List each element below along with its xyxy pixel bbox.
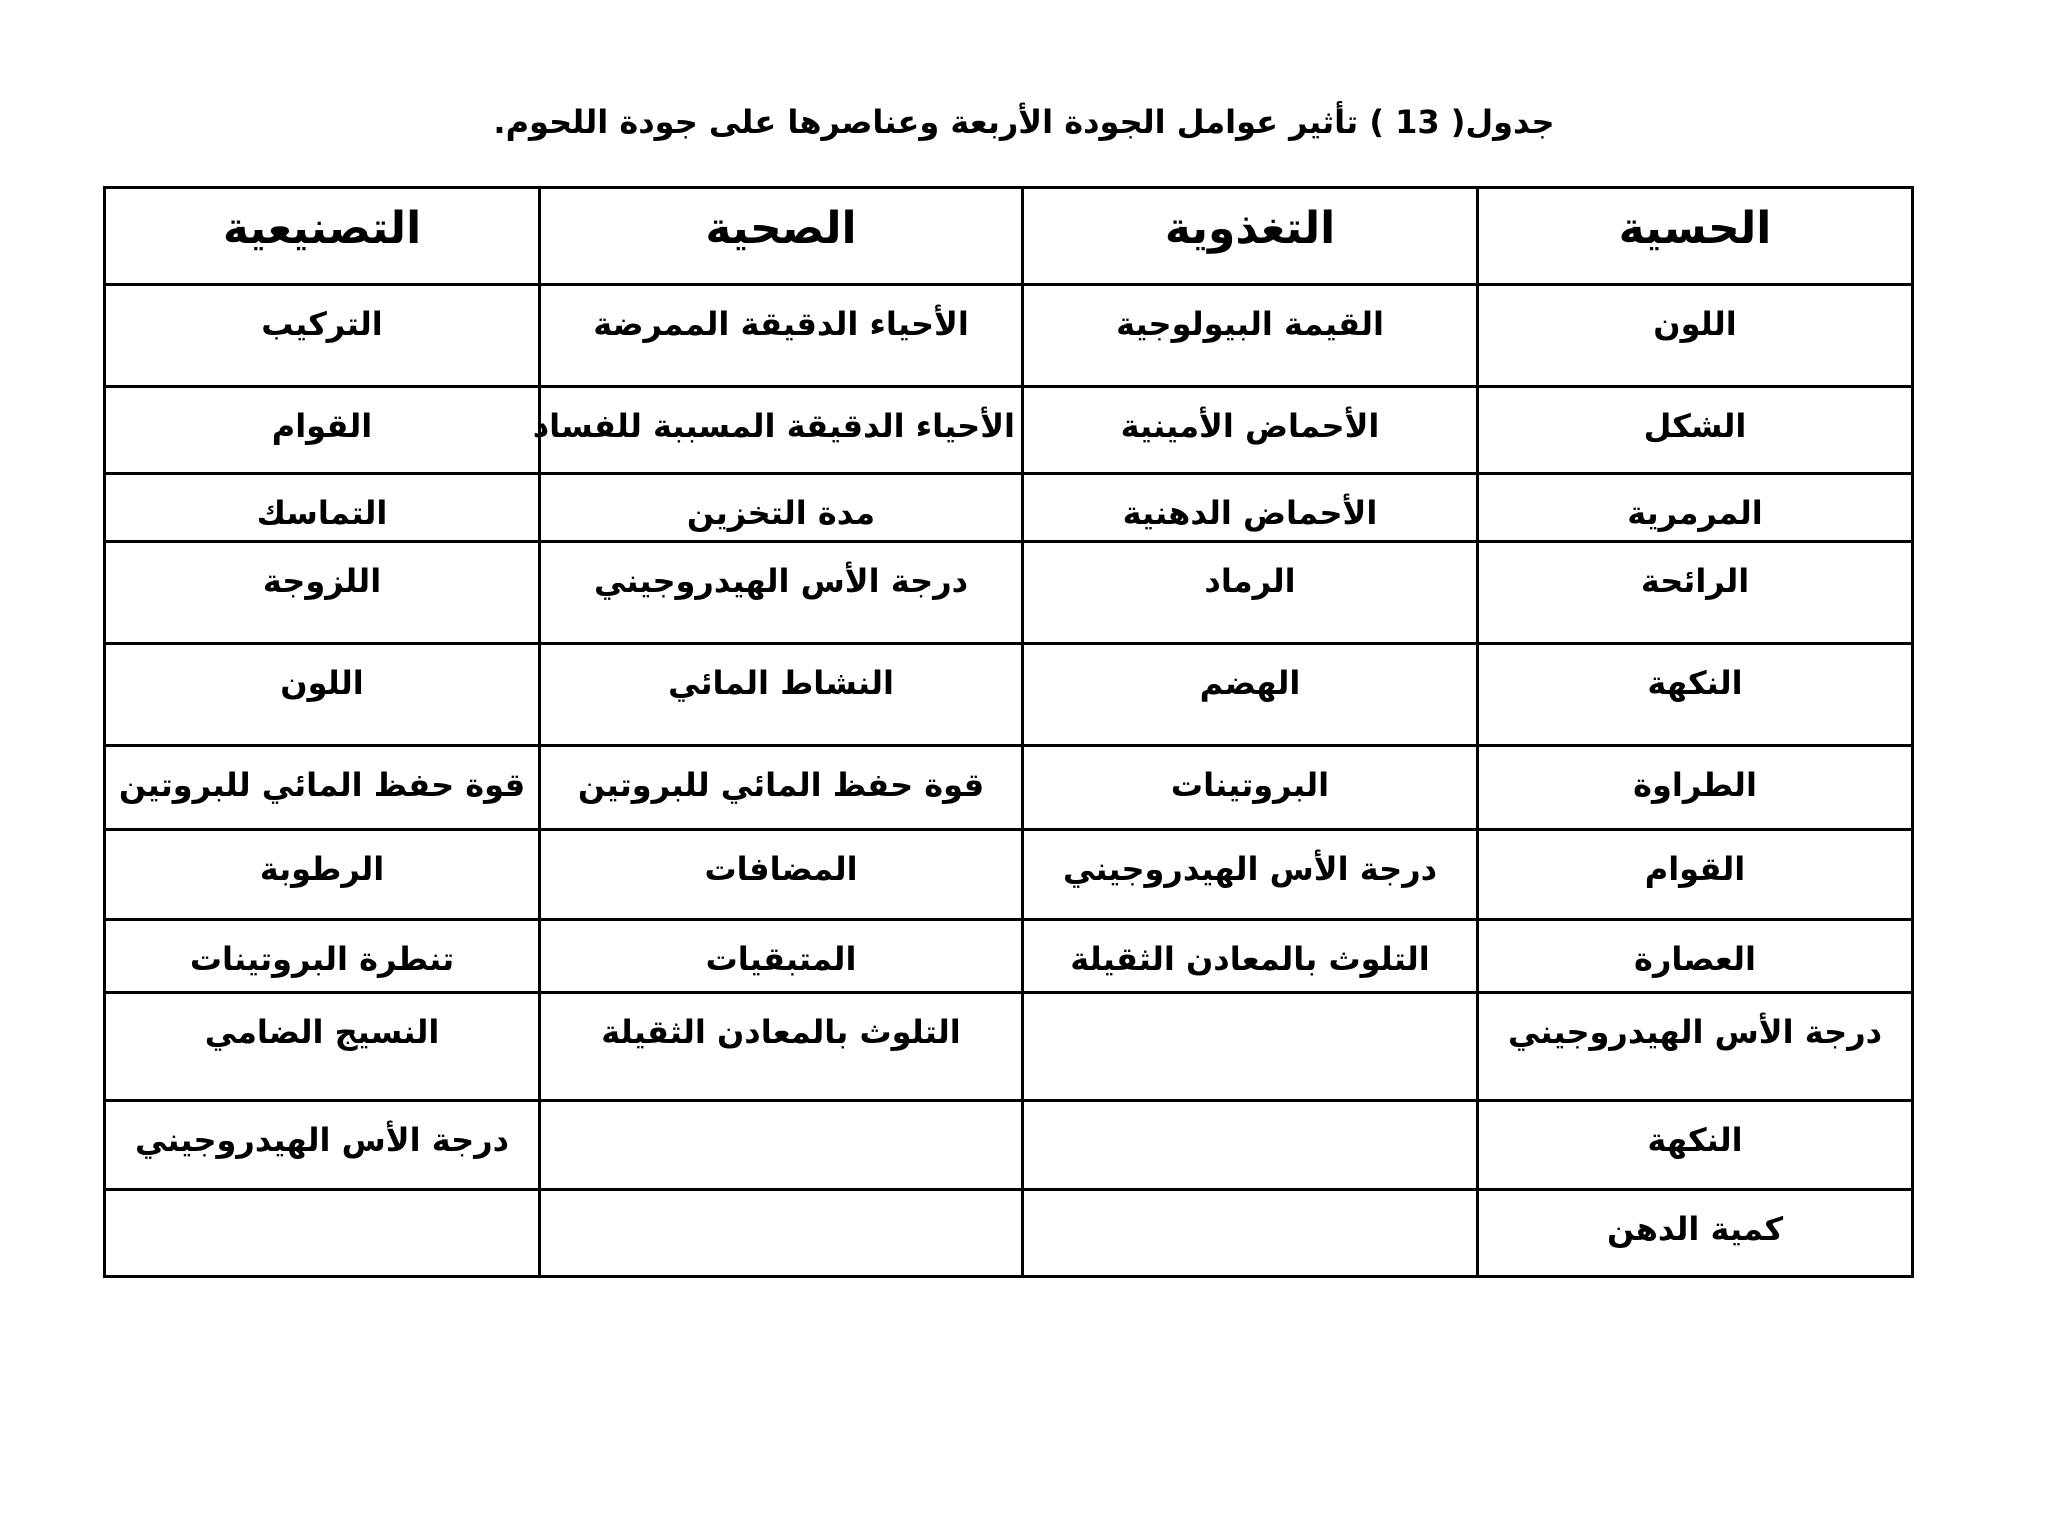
table-cell: القوام bbox=[1478, 830, 1913, 920]
header-manufacturing: التصنيعية bbox=[105, 188, 540, 285]
table-cell: الأحياء الدقيقة المسببة للفساد bbox=[540, 387, 1023, 474]
table-cell: النسيج الضامي bbox=[105, 993, 540, 1101]
table-cell: الرماد bbox=[1023, 542, 1478, 644]
table-cell: قوة حفظ المائي للبروتين bbox=[105, 746, 540, 830]
table-cell: العصارة bbox=[1478, 920, 1913, 993]
table-cell bbox=[1023, 993, 1478, 1101]
table-cell: درجة الأس الهيدروجيني bbox=[1023, 830, 1478, 920]
table-row bbox=[105, 474, 1913, 542]
table-row bbox=[105, 542, 1913, 644]
table-cell: القيمة البيولوجية bbox=[1023, 285, 1478, 387]
table-cell: القوام bbox=[105, 387, 540, 474]
table-cell: درجة الأس الهيدروجيني bbox=[105, 1101, 540, 1190]
table-cell: الرائحة bbox=[1478, 542, 1913, 644]
table-cell: الطراوة bbox=[1478, 746, 1913, 830]
table-row bbox=[105, 920, 1913, 993]
table-cell: الهضم bbox=[1023, 644, 1478, 746]
table-cell: درجة الأس الهيدروجيني bbox=[1478, 993, 1913, 1101]
table-row bbox=[105, 746, 1913, 830]
table-cell: تنطرة البروتينات bbox=[105, 920, 540, 993]
table-cell: البروتينات bbox=[1023, 746, 1478, 830]
table-cell: كمية الدهن bbox=[1478, 1190, 1913, 1277]
header-row bbox=[105, 188, 1913, 285]
table-row bbox=[105, 285, 1913, 387]
table-row bbox=[105, 830, 1913, 920]
table-cell: الرطوبة bbox=[105, 830, 540, 920]
table-row bbox=[105, 993, 1913, 1101]
table-cell: درجة الأس الهيدروجيني bbox=[540, 542, 1023, 644]
table-cell: التركيب bbox=[105, 285, 540, 387]
table-cell: التماسك bbox=[105, 474, 540, 542]
table-cell: الشكل bbox=[1478, 387, 1913, 474]
table-cell bbox=[540, 1101, 1023, 1190]
table-row bbox=[105, 1190, 1913, 1277]
table-cell bbox=[540, 1190, 1023, 1277]
table-cell: المرمرية bbox=[1478, 474, 1913, 542]
table-cell: مدة التخزين bbox=[540, 474, 1023, 542]
table-cell: الأحماض الأمينية bbox=[1023, 387, 1478, 474]
table-cell: النكهة bbox=[1478, 1101, 1913, 1190]
table-cell: التلوث بالمعادن الثقيلة bbox=[540, 993, 1023, 1101]
table-cell: الأحياء الدقيقة الممرضة bbox=[540, 285, 1023, 387]
table-cell: النكهة bbox=[1478, 644, 1913, 746]
table-row bbox=[105, 387, 1913, 474]
header-sensory: الحسية bbox=[1478, 188, 1913, 285]
table-cell: المتبقيات bbox=[540, 920, 1023, 993]
table-caption: جدول( 13 ) تأثير عوامل الجودة الأربعة وعناصرها على جودة اللحوم. bbox=[493, 103, 1555, 141]
table-row bbox=[105, 1101, 1913, 1190]
table-cell: قوة حفظ المائي للبروتين bbox=[540, 746, 1023, 830]
table-cell: اللون bbox=[1478, 285, 1913, 387]
table-cell: اللون bbox=[105, 644, 540, 746]
quality-factors-table bbox=[103, 186, 1914, 1278]
table-cell bbox=[105, 1190, 540, 1277]
table-cell: التلوث بالمعادن الثقيلة bbox=[1023, 920, 1478, 993]
header-nutritional: التغذوية bbox=[1023, 188, 1478, 285]
table-row bbox=[105, 644, 1913, 746]
table-cell: المضافات bbox=[540, 830, 1023, 920]
table-cell bbox=[1023, 1190, 1478, 1277]
table-cell: الأحماض الدهنية bbox=[1023, 474, 1478, 542]
table-cell: اللزوجة bbox=[105, 542, 540, 644]
table-cell bbox=[1023, 1101, 1478, 1190]
table-cell: النشاط المائي bbox=[540, 644, 1023, 746]
header-health: الصحية bbox=[540, 188, 1023, 285]
